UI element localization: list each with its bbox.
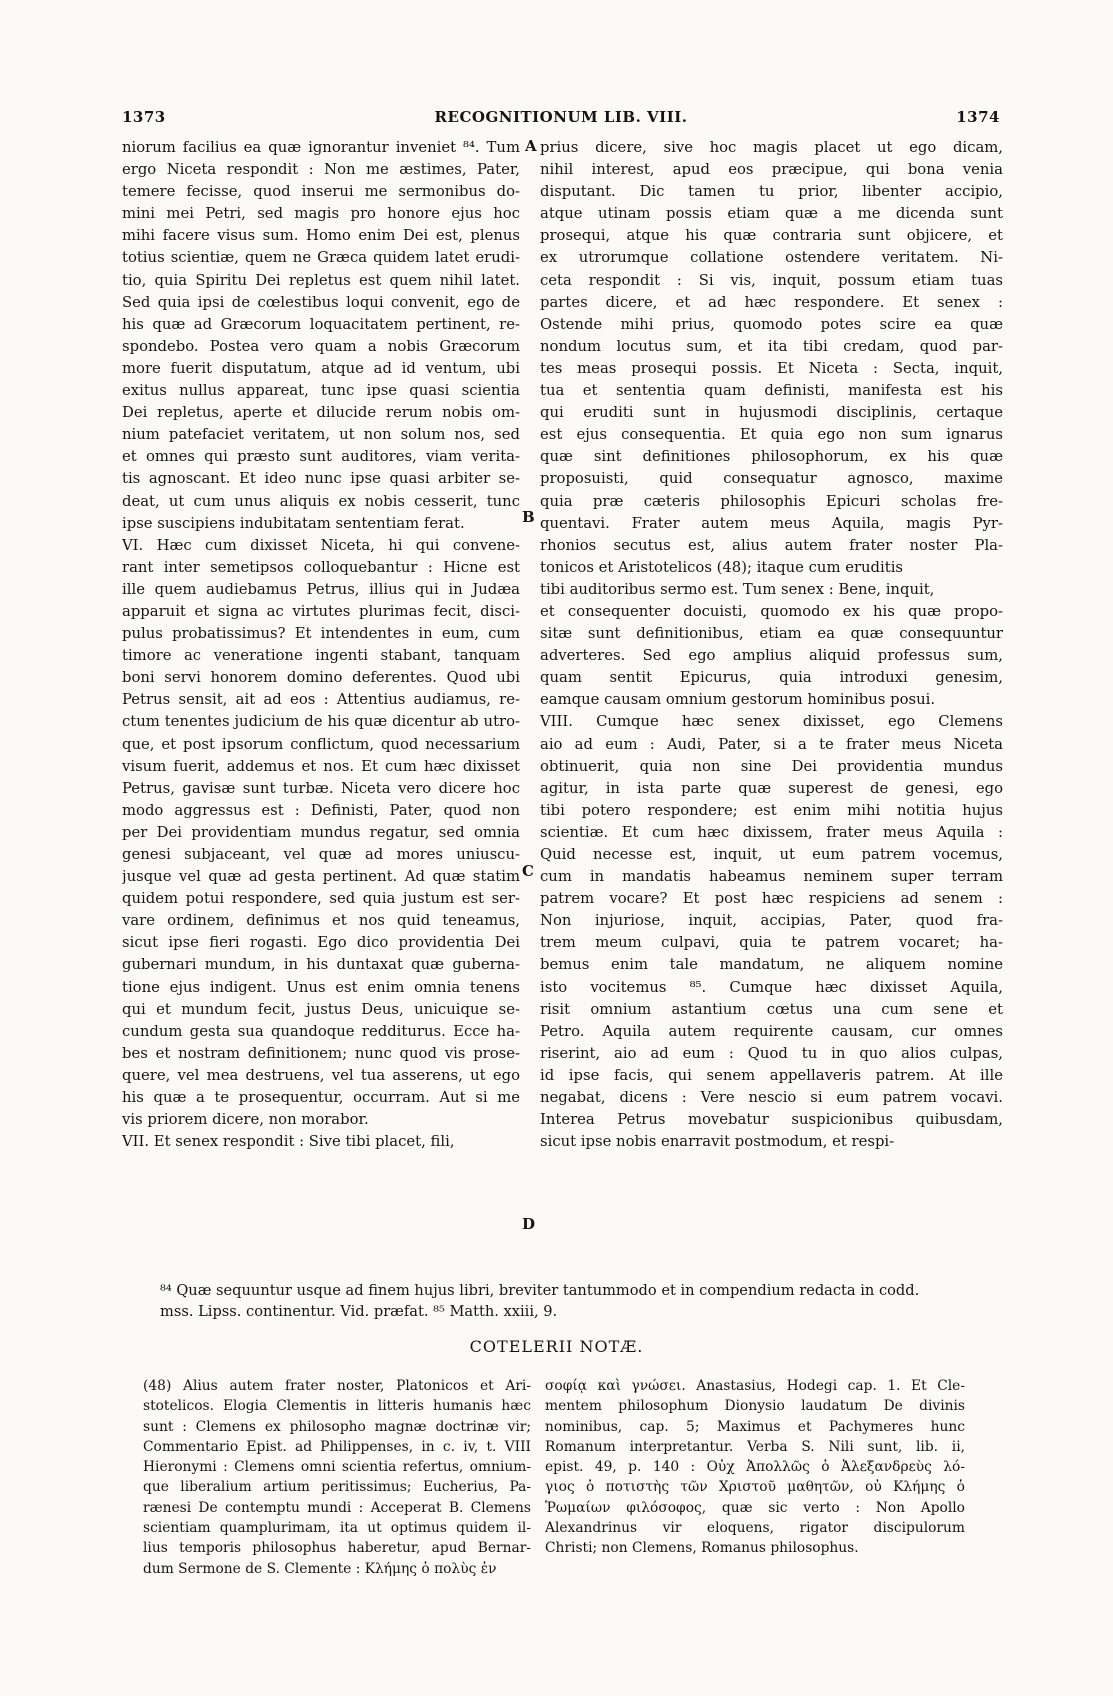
text-line: tibi auditoribus sermo est. Tum senex : Bene, inquit, [540,580,935,598]
text-line: tes meas prosequi possis. Et Niceta : Secta, inquit, [540,359,1003,377]
text-line: timore ac veneratione ingenti stabant, tanquam [122,647,520,665]
text-line: Petrus, gavisæ sunt turbæ. Niceta vero dicere hoc [122,779,520,797]
section-marker-b: B [522,508,535,526]
left-column [122,137,520,1153]
text-line: per Dei providentiam mundus regatur, sed omnia [122,823,520,841]
text-line: tonicos et Aristotelicos (48); itaque cum eruditis [540,558,904,576]
text-line: ceta respondit : Si vis, inquit, possum etiam tuas [540,271,1003,289]
text-line: genesi subjaceant, vel quæ ad mores uniuscu- [122,846,520,863]
note-line: Ῥωμαίων φιλόσοφος, quæ sic verto : Non Apollo [545,1499,965,1516]
text-line: spondebo. Postea vero quam a nobis Græcorum [122,337,520,355]
text-line: que, et post ipsorum conflictum, quod necessarium [122,735,520,753]
text-line: agitur, in ista parte quæ superest de genesi, ego [540,779,1003,797]
text-line: Non injuriose, inquit, accipias, Pater, quod fra- [540,912,1003,930]
text-line: et omnes qui præsto sunt auditores, viam verita- [122,448,520,466]
page-number-left: 1373 [122,108,166,126]
text-line: ctum tenentes judicium de his quæ dicentur ab utro- [122,713,520,731]
text-line: totius scientiæ, quem ne Græca quidem latet erudi- [122,249,520,267]
text-line: sitæ sunt definitionibus, etiam ea quæ consequuntur [540,625,1003,643]
text-line: quæ sint definitiones philosophorum, ex his quæ [540,448,1003,466]
note-line: Alexandrinus vir eloquens, rigator discipulorum [545,1520,965,1537]
text-line: pulus probatissimus? Et intendentes in eum, cum [122,625,520,643]
note-line: Romanum interpretantur. Verba S. Nili sunt, lib. ii, [545,1438,965,1455]
text-line: aio ad eum : Audi, Pater, si a te frater meus Niceta [540,735,1003,753]
text-line: Interea Petrus movebatur suspicionibus quibusdam, [540,1111,1003,1129]
text-line: visum fuerit, addemus et nos. Et cum hæc dixisset [122,757,520,775]
text-line: rhonios secutus est, alius autem frater noster Pla- [540,536,1003,554]
text-line: tio, quia Spiritu Dei repletus est quem nihil latet. [122,271,520,289]
text-line: est ejus consequentia. Et quia ego non sum ignarus [540,426,1003,444]
text-line: qui eruditi sunt in hujusmodi disciplinis, certaque [540,404,1003,422]
text-line: temere fecisse, quod inserui me sermonibus do- [122,183,520,201]
text-line: obtinuerit, quia non sine Dei providentia mundus [540,757,1003,775]
text-line: patrem vocare? Et post hæc respiciens ad senem : [540,890,1003,908]
section-marker-c: C [522,862,534,880]
note-line: sunt : Clemens ex philosopho magnæ doctrinæ vir; [143,1418,531,1435]
footnote-line: mss. Lipss. continentur. Vid. præfat. ⁸⁵ Matth. xxiii, 9. [160,1303,558,1320]
text-line: nium patefaciet veritatem, ut non solum nos, sed [122,426,520,444]
note-line: rænesi De contemptu mundi : Acceperat B. Clemens [143,1499,531,1516]
text-line: vis priorem dicere, non morabor. [122,1111,369,1129]
text-line: atque utinam possis etiam quæ a me dicenda sunt [540,205,1003,223]
text-line: niorum facilius ea quæ ignorantur inveniet ⁸⁴. Tum [122,139,520,156]
text-line: his quæ a te prosequentur, occurram. Aut si me [122,1089,520,1107]
note-line: Commentario Epist. ad Philippenses, in c. iv, t. VIII [143,1438,531,1455]
footnote-line: ⁸⁴ Quæ sequuntur usque ad finem hujus libri, breviter tantummodo et in compendium redacta in codd. [160,1282,920,1299]
note-line: γιος ὁ ποτιστὴς τῶν Χριστοῦ μαθητῶν, οὐ Κλήμης ὁ [545,1479,965,1496]
section-marker-d: D [522,1215,536,1233]
note-line: epist. 49, p. 140 : Οὐχ Ἀπολλῶς ὁ Ἀλεξανδρεὺς λό- [545,1459,965,1476]
text-line: mini mei Petri, sed magis pro honore ejus hoc [122,205,520,223]
text-line: apparuit et signa ac virtutes plurimas fecit, disci- [122,602,520,620]
text-line: riserint, aio ad eum : Quod tu in quo alios culpas, [540,1044,1003,1062]
text-line: Quid necesse est, inquit, ut eum patrem vocemus, [540,846,1003,863]
text-line: quentavi. Frater autem meus Aquila, magis Pyr- [540,514,1003,532]
text-line: VIII. Cumque hæc senex dixisset, ego Clemens [540,713,1003,731]
note-line: mentem philosophum Dionysio laudatum De divinis [545,1398,965,1415]
text-line: cum in mandatis habeamus neminem super terram [540,868,1003,886]
text-line: risit omnium astantium cœtus una cum sene et [540,1000,1003,1018]
text-line: ille quem audiebamus Petrus, illius qui in Judæa [122,580,520,598]
section-marker-a: A [525,137,537,155]
text-line: VII. Et senex respondit : Sive tibi placet, fili, [122,1133,455,1151]
note-line: lius temporis philosophus haberetur, apud Bernar- [143,1540,531,1557]
text-line: more fuerit disputatum, atque ad id ventum, ubi [122,359,520,377]
text-line: eamque causam omnium gestorum hominibus posui. [540,691,936,709]
notes-right-column [545,1376,965,1559]
text-line: scientiæ. Et cum hæc dixissem, frater meus Aquila : [540,823,1003,841]
text-line: Dei repletus, aperte et dilucide rerum nobis om- [122,404,520,422]
text-line: VI. Hæc cum dixisset Niceta, hi qui convene- [122,536,520,554]
text-line: bemus enim tale mandatum, ne aliquem nomine [540,956,1003,974]
text-line: gubernari mundum, in his duntaxat quæ guberna- [122,956,520,974]
text-line: nihil interest, apud eos præcipue, qui bona venia [540,161,1003,179]
text-line: Petro. Aquila autem requirente causam, cur omnes [540,1022,1003,1040]
text-line: sicut ipse nobis enarravit postmodum, et respi- [540,1133,895,1151]
text-line: prosequi, atque his quæ contraria sunt objicere, et [540,227,1003,245]
text-line: tibi potero respondere; est enim mihi notitia hujus [540,801,1003,819]
note-line: dum Sermone de S. Clemente : Κλήμης ὁ πολὺς ἐν [143,1560,497,1577]
note-line: (48) Alius autem frater noster, Platonicos et Ari- [143,1378,531,1394]
text-line: tua et sententia quam definisti, manifesta est his [540,382,1003,400]
text-line: ipse suscipiens indubitatam sententiam ferat. [122,514,465,532]
text-line: ex utrorumque collatione ostendere veritatem. Ni- [540,249,1003,267]
text-line: adverteres. Sed ego amplius aliquid professus sum, [540,647,1003,665]
text-line: exitus nullus appareat, tunc ipse quasi scientia [122,382,520,400]
text-line: trem meum culpavi, quia te patrem vocaret; ha- [540,934,1003,952]
note-line: σοφίᾳ καὶ γνώσει. Anastasius, Hodegi cap. 1. Et Cle- [545,1378,965,1394]
text-line: disputant. Dic tamen tu prior, libenter accipio, [540,183,1003,201]
text-line: proposuisti, quid consequatur agnosco, maxime [540,470,1003,488]
notes-left-column [143,1376,531,1579]
note-line: nominibus, cap. 5; Maximus et Pachymeres hunc [545,1418,965,1435]
page-number-right: 1374 [956,108,1000,126]
note-line: que liberalium artium peritissimus; Eucherius, Pa- [143,1479,531,1496]
text-line: his quæ ad Græcorum loquacitatem pertinent, re- [122,315,520,333]
text-line: quere, vel mea destruens, vel tua asserens, ut ego [122,1066,520,1084]
footnote [160,1280,980,1322]
text-line: deat, ut cum unus aliquis ex nobis cesserit, tunc [122,492,520,510]
note-line: scientiam quamplurimam, ita ut optimus quidem il- [143,1520,531,1537]
text-line: partes dicere, et ad hæc respondere. Et senex : [540,293,1003,311]
text-line: nondum locutus sum, et ita tibi credam, quod par- [540,337,1003,355]
text-line: quam sentit Epicurus, quia introduxi genesim, [540,669,1003,687]
text-line: Sed quia ipsi de cœlestibus loqui convenit, ego de [122,293,520,311]
right-column [540,137,1003,1153]
notes-title: COTELERII NOTÆ. [469,1337,644,1356]
note-line: stotelicos. Elogia Clementis in litteris humanis hæc [143,1398,531,1415]
text-line: prius dicere, sive hoc magis placet ut ego dicam, [540,139,1003,156]
text-line: rant inter semetipsos colloquebantur : Hicne est [122,558,520,576]
text-line: et consequenter docuisti, quomodo ex his quæ propo- [540,602,1003,620]
text-line: quidem potui respondere, sed quia justum est ser- [122,890,520,908]
text-line: qui et mundum fecit, justus Deus, unicuique se- [122,1000,520,1018]
text-line: cundum gesta sua quandoque redditurus. Ecce ha- [122,1022,520,1040]
note-line: Christi; non Clemens, Romanus philosophus. [545,1540,859,1557]
text-line: isto vocitemus ⁸⁵. Cumque hæc dixisset Aquila, [540,978,1003,996]
text-line: bes et nostram definitionem; nunc quod vis prose- [122,1044,520,1062]
running-title: RECOGNITIONUM LIB. VIII. [434,108,688,126]
text-line: Petrus sensit, ait ad eos : Attentius audiamus, re- [122,691,520,709]
text-line: id ipse facis, qui senem appellaveris patrem. At ille [540,1066,1003,1084]
text-line: tione ejus indigent. Unus est enim omnia tenens [122,978,520,996]
text-line: jusque vel quæ ad gesta pertinent. Ad quæ statim [122,868,520,886]
running-header [122,108,1000,132]
text-line: Ostende mihi prius, quomodo potes scire ea quæ [540,315,1003,333]
text-line: negabat, dicens : Vere nescio si eum patrem vocavi. [540,1089,1003,1107]
text-line: boni servi honorem domino deferentes. Quod ubi [122,669,520,687]
note-line: Hieronymi : Clemens omni scientia refertus, omnium- [143,1459,531,1476]
text-line: quia præ cæteris philosophis Epicuri scholas fre- [540,492,1003,510]
text-line: vare ordinem, definimus et nos quid teneamus, [122,912,520,930]
text-line: sicut ipse fieri rogasti. Ego dico providentia Dei [122,934,520,952]
text-line: tis agnoscant. Et ideo nunc ipse quasi arbiter se- [122,470,520,488]
text-line: modo aggressus est : Definisti, Pater, quod non [122,801,520,819]
text-line: mihi facere visus sum. Homo enim Dei est, plenus [122,227,520,245]
text-line: ergo Niceta respondit : Non me æstimes, Pater, [122,161,520,179]
